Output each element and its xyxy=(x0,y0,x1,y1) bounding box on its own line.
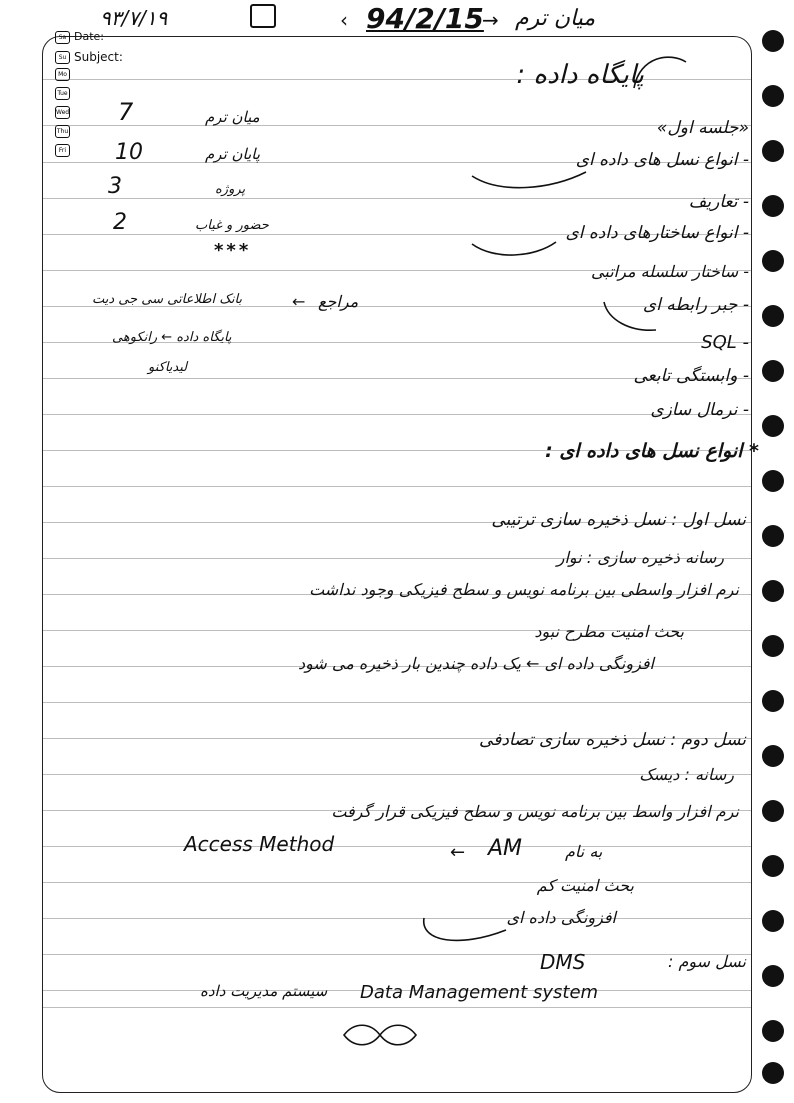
gen1-line: رسانه ذخیره سازی : نوار xyxy=(556,548,724,567)
outline-item: - جبر رابطه ای xyxy=(642,295,749,315)
gen2-line: افزونگی داده ای xyxy=(506,908,616,927)
underline-stroke xyxy=(600,300,660,340)
grade-score: 10 xyxy=(115,140,143,165)
binding-ring xyxy=(762,1062,784,1084)
outline-item: - انواع نسل های داده ای xyxy=(575,150,749,170)
binding-ring xyxy=(762,910,784,932)
am-text: AM xyxy=(488,836,523,861)
reference-item: لیدیاکنو xyxy=(148,360,188,375)
gen2-line: بحث امنیت کم xyxy=(536,876,634,895)
ornament-logo xyxy=(340,1022,420,1048)
gen2-line: به نام xyxy=(565,842,603,861)
day-box-fri: Fri xyxy=(55,144,70,157)
grade-item: پایان ترم xyxy=(205,145,261,163)
gen2-line: رسانه : دیسک xyxy=(639,765,734,784)
header-arrow: → xyxy=(482,8,499,32)
binding-ring xyxy=(762,1020,784,1042)
binding-ring xyxy=(762,690,784,712)
access-method-text: Access Method xyxy=(184,832,335,856)
gen1-line: افزونگی داده ای ← یک داده چندین بار ذخیره می شود xyxy=(298,654,654,673)
subject-field-label: Su Subject: xyxy=(55,50,123,64)
section-heading: * انواع نسل های داده ای : xyxy=(545,440,759,462)
gen1-line: نرم افزار واسطی بین برنامه نویس و سطح فیزیکی وجود نداشت xyxy=(309,580,739,599)
gen3-english: Data Management system xyxy=(360,982,599,1003)
outline-item: - تعاریف xyxy=(688,192,749,212)
grade-score: 3 xyxy=(108,174,122,199)
day-box-wed: Wed xyxy=(55,106,70,119)
gen2-title: نسل دوم : نسل ذخیره سازی تصادفی xyxy=(479,730,746,750)
day-box-thu: Thu xyxy=(55,125,70,138)
binding-ring xyxy=(762,525,784,547)
grade-item: حضور و غیاب xyxy=(195,218,269,233)
reference-item: بانک اطلاعاتی سی جی دیت xyxy=(92,292,243,307)
session-number: 94/2/15 xyxy=(366,2,484,35)
grade-score: 7 xyxy=(118,98,134,126)
outline-item: - نرمال سازی xyxy=(650,400,749,420)
page-title: پایگاه داده : xyxy=(516,60,644,90)
grade-item: میان ترم xyxy=(205,108,260,126)
day-box-mo: Mo xyxy=(55,68,70,81)
arrow-left-icon: ← xyxy=(450,842,466,863)
binding-ring xyxy=(762,470,784,492)
binding-ring xyxy=(762,140,784,162)
underline-stroke xyxy=(470,238,560,268)
gen3-title: نسل سوم : xyxy=(668,952,746,971)
grade-score: 2 xyxy=(113,210,127,235)
date-field-label: Sa Date: xyxy=(55,30,104,44)
grade-item: پروژه xyxy=(215,182,246,197)
binding-ring xyxy=(762,250,784,272)
day-box-su: Su xyxy=(55,51,70,64)
arrow-left-mark: ‹ xyxy=(340,8,348,32)
top-right-note: میان ترم xyxy=(515,6,596,31)
binding-ring xyxy=(762,745,784,767)
gen1-line: بحث امنیت مطرح نبود xyxy=(534,622,684,641)
written-date: ۹۳/۷/۱۹ xyxy=(100,6,168,30)
binding-ring xyxy=(762,360,784,382)
references-label: مراجع xyxy=(318,292,359,311)
binding-ring xyxy=(762,195,784,217)
binding-ring xyxy=(762,855,784,877)
stars-mark: *** xyxy=(214,240,252,261)
dms-text: DMS xyxy=(540,950,586,974)
binding-ring xyxy=(762,800,784,822)
gen3-persian: سیستم مدیریت داده xyxy=(200,982,328,1000)
underline-stroke xyxy=(420,912,510,952)
binding-ring xyxy=(762,580,784,602)
arrow-left-icon: ← xyxy=(292,292,306,311)
day-box-sa: Sa xyxy=(55,31,70,44)
underline-stroke xyxy=(470,168,590,198)
session-heading: «جلسه اول» xyxy=(656,118,749,138)
day-box-tue: Tue xyxy=(55,87,70,100)
binding-ring xyxy=(762,635,784,657)
outline-item: - SQL xyxy=(701,332,749,353)
binding-ring xyxy=(762,965,784,987)
gen2-line: نرم افزار واسط بین برنامه نویس و سطح فیزیکی قرار گرفت xyxy=(331,802,739,821)
outline-item: - انواع ساختارهای داده ای xyxy=(565,223,749,243)
header-logo-mark xyxy=(250,4,276,28)
underline-stroke xyxy=(630,52,690,92)
outline-item: - ساختار سلسله مراتبی xyxy=(591,262,749,281)
binding-ring xyxy=(762,30,784,52)
outline-item: - وابستگی تابعی xyxy=(633,366,749,386)
binding-ring xyxy=(762,85,784,107)
reference-item: پایگاه داده ← رانکوهی xyxy=(112,330,232,345)
gen1-title: نسل اول : نسل ذخیره سازی ترتیبی xyxy=(491,510,746,530)
binding-ring xyxy=(762,415,784,437)
binding-ring xyxy=(762,305,784,327)
